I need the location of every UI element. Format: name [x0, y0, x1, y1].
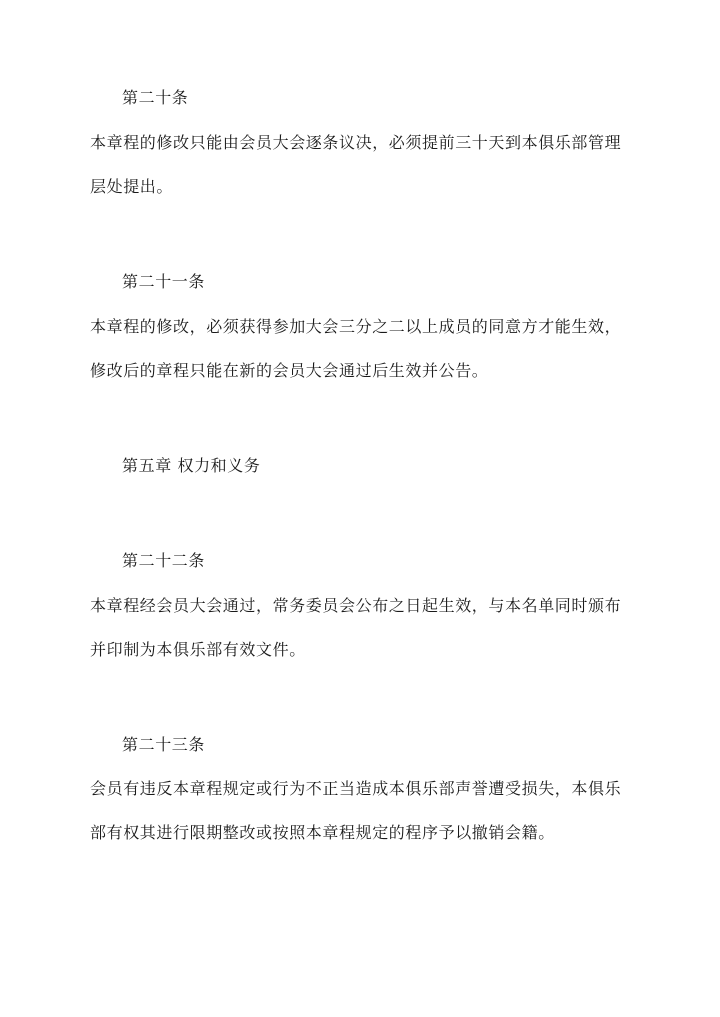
article-20-line-2: 层处提出。 [90, 177, 174, 196]
article-23-line-1: 会员有违反本章程规定或行为不正当造成本俱乐部声誉遭受损失，本俱乐 [90, 779, 622, 798]
article-22-line-1: 本章程经会员大会通过，常务委员会公布之日起生效，与本名单同时颁布 [90, 596, 622, 615]
article-21-heading: 第二十一条 [122, 272, 206, 291]
article-21-line-1: 本章程的修改，必须获得参加大会三分之二以上成员的同意方才能生效， [90, 317, 622, 336]
article-23-line-2: 部有权其进行限期整改或按照本章程规定的程序予以撤销会籍。 [90, 823, 555, 842]
article-21-line-2: 修改后的章程只能在新的会员大会通过后生效并公告。 [90, 361, 489, 380]
article-22-line-2: 并印制为本俱乐部有效文件。 [90, 640, 306, 659]
article-23-heading: 第二十三条 [122, 735, 206, 754]
article-20-heading: 第二十条 [122, 88, 189, 107]
chapter-5-heading: 第五章 权力和义务 [122, 456, 261, 475]
article-22-heading: 第二十二条 [122, 551, 206, 570]
article-20-line-1: 本章程的修改只能由会员大会逐条议决，必须提前三十天到本俱乐部管理 [90, 133, 622, 152]
